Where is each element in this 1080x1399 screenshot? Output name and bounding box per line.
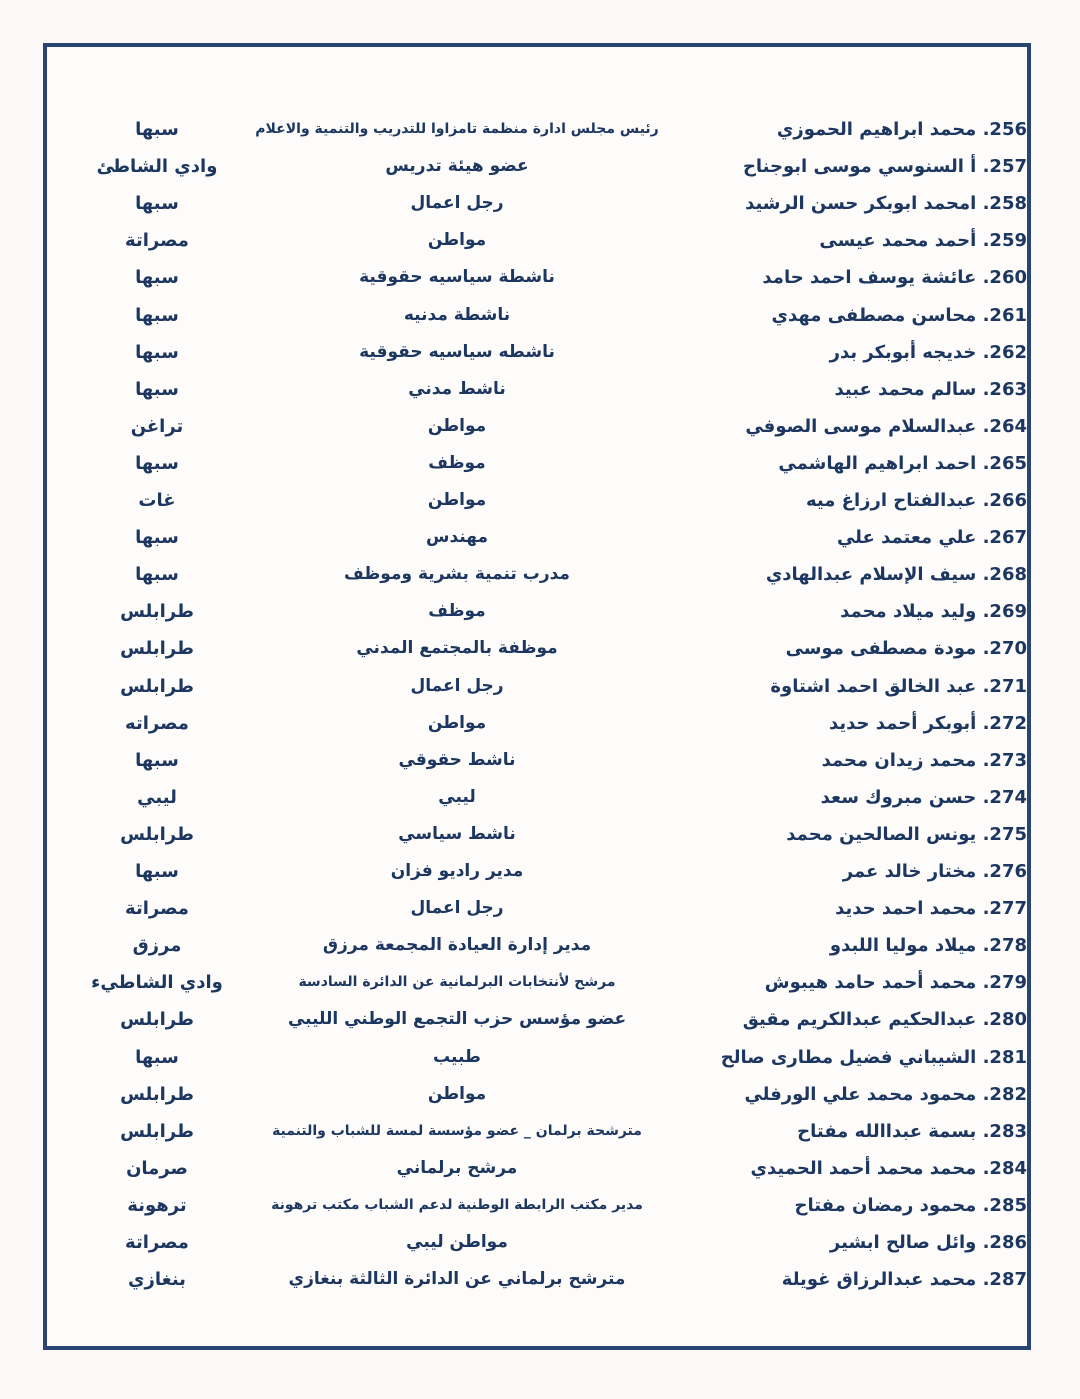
member-city: صرمان bbox=[126, 1157, 188, 1179]
member-role: ليبي bbox=[438, 786, 476, 807]
member-city: بنغازي bbox=[128, 1269, 186, 1291]
member-role: مترشح برلماني عن الدائرة الثالثة بنغازي bbox=[288, 1269, 626, 1290]
member-role: طبيب bbox=[433, 1046, 481, 1067]
member-role: ناشط سياسي bbox=[398, 823, 516, 844]
member-city: طرابلس bbox=[120, 1083, 194, 1105]
member-city: غات bbox=[138, 490, 176, 511]
member-name: 272. أبوبكر أحمد حديد bbox=[829, 712, 1027, 734]
member-role: مواطن bbox=[427, 415, 487, 436]
member-name: 274. حسن مبروك سعد bbox=[820, 786, 1027, 808]
table-row bbox=[47, 1261, 1027, 1298]
table-row bbox=[47, 1001, 1027, 1038]
member-name: 264. عبدالسلام موسى الصوفي bbox=[745, 415, 1027, 437]
member-role: رجل اعمال bbox=[410, 898, 504, 919]
member-name: 275. يونس الصالحين محمد bbox=[786, 823, 1027, 845]
member-city: سبها bbox=[135, 861, 179, 882]
member-name: 266. عبدالفتاح ارزاغ ميه bbox=[806, 490, 1027, 511]
table-row bbox=[47, 1076, 1027, 1113]
member-city: طرابلس bbox=[120, 601, 194, 623]
member-role: رئيس مجلس ادارة منظمة تامزاوا للتدريب والتنمية والاعلام bbox=[255, 121, 659, 137]
member-name: 286. وائل صالح ابشير bbox=[829, 1232, 1027, 1253]
member-name: 285. محمود رمضان مفتاح bbox=[794, 1194, 1027, 1216]
table-row bbox=[47, 779, 1027, 816]
member-city: سبها bbox=[135, 267, 179, 289]
member-role: مهندس bbox=[426, 527, 488, 548]
member-role: مواطن bbox=[427, 490, 487, 510]
member-name: 276. مختار خالد عمر bbox=[842, 861, 1027, 882]
member-role: ناشط حقوقي bbox=[398, 749, 516, 770]
member-city: سبها bbox=[135, 119, 179, 140]
member-role: ناشطة مدنيه bbox=[403, 304, 511, 325]
member-name: 271. عبد الخالق احمد اشتاوة bbox=[770, 675, 1027, 697]
member-name: 284. محمد محمد أحمد الحميدي bbox=[750, 1157, 1027, 1179]
table-row bbox=[47, 853, 1027, 890]
member-city: مرزق bbox=[132, 935, 182, 957]
page-frame bbox=[43, 43, 1031, 1350]
table-row bbox=[47, 1224, 1027, 1261]
member-city: تراغن bbox=[130, 415, 184, 437]
member-role: مترشحة برلمان _ عضو مؤسسة لمسة للشباب والتنمية bbox=[272, 1122, 642, 1139]
member-city: سبها bbox=[135, 749, 179, 771]
member-city: ترهونة bbox=[127, 1194, 187, 1216]
table-row bbox=[47, 1113, 1027, 1150]
member-name: 283. بسمة عبداالله مفتاح bbox=[797, 1120, 1027, 1142]
member-city: سبها bbox=[135, 341, 179, 363]
member-name: 287. محمد عبدالرزاق غويلة bbox=[781, 1269, 1027, 1291]
member-role: مواطن ليبي bbox=[406, 1232, 508, 1252]
table-row bbox=[47, 334, 1027, 371]
member-role: مدير راديو فزان bbox=[390, 861, 524, 881]
member-role: مدرب تنمية بشرية وموظف bbox=[344, 564, 570, 585]
member-name: 260. عائشة يوسف احمد حامد bbox=[762, 267, 1027, 289]
member-city: وادي الشاطيء bbox=[91, 972, 223, 994]
member-city: ليبي bbox=[137, 786, 177, 808]
table-row bbox=[47, 890, 1027, 927]
member-name: 256. محمد ابراهيم الحموزي bbox=[776, 119, 1027, 140]
member-city: وادي الشاطئ bbox=[96, 156, 218, 178]
member-name: 279. محمد أحمد حامد هيبوش bbox=[764, 972, 1027, 994]
member-city: مصراتة bbox=[125, 1232, 189, 1253]
member-name: 268. سيف الإسلام عبدالهادي bbox=[765, 564, 1027, 586]
member-name: 282. محمود محمد علي الورفلي bbox=[744, 1083, 1027, 1105]
member-city: سبها bbox=[135, 193, 179, 215]
member-city: مصراتة bbox=[125, 230, 189, 252]
member-city: مصراتة bbox=[125, 898, 189, 920]
member-name: 262. خديجه أبوبكر بدر bbox=[829, 341, 1027, 363]
member-name: 261. محاسن مصطفى مهدي bbox=[771, 304, 1027, 326]
table-row bbox=[47, 705, 1027, 742]
member-city: سبها bbox=[135, 452, 179, 474]
table-row bbox=[47, 111, 1027, 148]
table-row bbox=[47, 148, 1027, 185]
table-row bbox=[47, 445, 1027, 482]
member-role: مواطن bbox=[427, 1083, 487, 1104]
member-city: سبها bbox=[135, 527, 179, 549]
member-name: 273. محمد زيدان محمد bbox=[821, 749, 1027, 771]
member-role: ناشطة سياسيه حقوقية bbox=[359, 267, 555, 288]
member-role: مرشح لأنتخابات البرلمانية عن الدائرة السادسة bbox=[298, 974, 616, 991]
table-row bbox=[47, 668, 1027, 705]
member-name: 259. أحمد محمد عيسى bbox=[819, 230, 1027, 252]
member-name: 281. الشيباني فضيل مطارى صالح bbox=[720, 1046, 1027, 1068]
member-role: عضو مؤسس حزب التجمع الوطني الليبي bbox=[287, 1009, 627, 1030]
table-row bbox=[47, 297, 1027, 334]
member-role: ناشطه سياسيه حقوقية bbox=[359, 341, 555, 362]
table-row bbox=[47, 519, 1027, 556]
member-city: طرابلس bbox=[120, 823, 194, 845]
member-city: طرابلس bbox=[120, 1009, 194, 1031]
member-role: مواطن bbox=[427, 712, 487, 733]
table-row bbox=[47, 1150, 1027, 1187]
member-role: موظف bbox=[428, 601, 486, 622]
member-city: طرابلس bbox=[120, 638, 194, 660]
member-city: مصراته bbox=[125, 712, 189, 734]
table-row bbox=[47, 816, 1027, 853]
member-name: 278. ميلاد موليا اللبدو bbox=[829, 935, 1027, 957]
table-row bbox=[47, 630, 1027, 667]
table-row bbox=[47, 259, 1027, 296]
member-role: مواطن bbox=[427, 230, 487, 251]
member-name: 258. امحمد ابوبكر حسن الرشيد bbox=[745, 193, 1027, 215]
member-city: طرابلس bbox=[120, 675, 194, 697]
member-name: 270. مودة مصطفى موسى bbox=[785, 638, 1027, 660]
member-name: 277. محمد احمد حديد bbox=[835, 898, 1027, 920]
table-row bbox=[47, 185, 1027, 222]
member-role: عضو هيئة تدريس bbox=[385, 156, 529, 177]
member-name: 269. وليد ميلاد محمد bbox=[840, 601, 1027, 623]
member-role: موظفة بالمجتمع المدني bbox=[356, 638, 558, 659]
member-name: 267. علي معتمد علي bbox=[836, 527, 1027, 549]
table-row bbox=[47, 556, 1027, 593]
member-name: 257. أ السنوسي موسى ابوجناح bbox=[742, 156, 1027, 178]
member-role: ناشط مدني bbox=[408, 378, 506, 399]
member-name: 280. عبدالحكيم عبدالكريم مقيق bbox=[742, 1009, 1027, 1031]
table-row bbox=[47, 482, 1027, 519]
table-row bbox=[47, 742, 1027, 779]
member-name: 263. سالم محمد عبيد bbox=[834, 378, 1027, 400]
member-city: سبها bbox=[135, 304, 179, 326]
table-row bbox=[47, 371, 1027, 408]
table-row bbox=[47, 408, 1027, 445]
table-row bbox=[47, 222, 1027, 259]
member-role: رجل اعمال bbox=[410, 193, 504, 214]
table-row bbox=[47, 593, 1027, 630]
member-role: مرشح برلماني bbox=[396, 1157, 518, 1178]
table-row bbox=[47, 927, 1027, 964]
member-city: سبها bbox=[135, 564, 179, 586]
member-role: رجل اعمال bbox=[410, 675, 504, 696]
table-row bbox=[47, 1187, 1027, 1224]
member-name: 265. احمد ابراهيم الهاشمي bbox=[778, 452, 1027, 474]
member-role: مدير مكتب الرابطة الوطنية لدعم الشباب مكتب ترهونة bbox=[271, 1196, 643, 1213]
table-row bbox=[47, 1039, 1027, 1076]
table-row bbox=[47, 964, 1027, 1001]
member-role: مدير إدارة العيادة المجمعة مرزق bbox=[322, 935, 592, 956]
member-city: سبها bbox=[135, 1046, 179, 1068]
member-role: موظف bbox=[428, 452, 486, 473]
member-city: سبها bbox=[135, 378, 179, 400]
member-city: طرابلس bbox=[120, 1120, 194, 1142]
